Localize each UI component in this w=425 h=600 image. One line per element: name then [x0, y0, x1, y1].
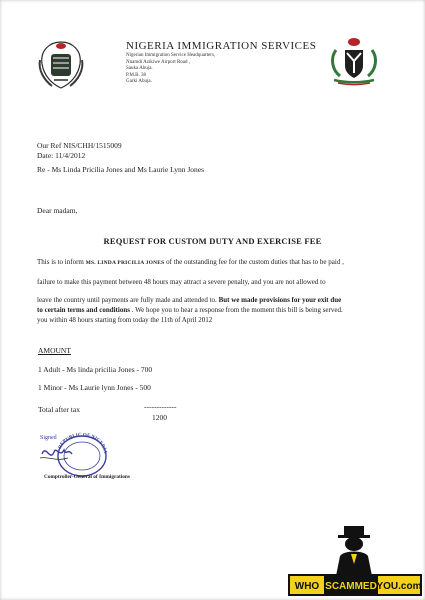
badge-scammed: SCAMMED	[325, 581, 377, 592]
address-line: Sauka Abuja.	[126, 66, 153, 72]
body-line-1	[37, 258, 344, 266]
reference-block	[37, 141, 122, 161]
letter-date: Date: 11/4/2012	[37, 151, 86, 160]
address-line: P.M.B. 38	[126, 72, 147, 78]
stamp-left-text: Signed	[40, 435, 57, 441]
organization-name: NIGERIA IMMIGRATION SERVICES	[126, 40, 317, 52]
total-label: Total after tax	[38, 405, 80, 414]
body-line-4	[37, 306, 343, 314]
total-value: 1200	[152, 413, 167, 422]
body-text: . We hope you to hear a response from the moment this bill is being served.	[129, 306, 343, 314]
amount-item: 1 Adult - Ms linda pricilia Jones - 700	[38, 365, 153, 374]
letterhead-address	[126, 53, 215, 86]
badge-you: YOU.com	[376, 581, 422, 592]
subject-line: Re - Ms Linda Pricilia Jones and Ms Laurie Lynn Jones	[37, 165, 205, 174]
body-text-bold: to certain terms and conditions	[37, 306, 130, 314]
body-text: This is to inform	[37, 258, 86, 266]
body-line-2: failure to make this payment between 48 hours may attract a severe penalty, and you are not allowed to	[37, 278, 326, 286]
stamp-top-text: REPUBLIC OF NIGERIA	[58, 432, 108, 454]
our-ref: Our Ref NIS/CHH/1515009	[37, 141, 122, 150]
official-stamp	[38, 428, 130, 486]
recipient-name: MS. LINDA PRICILIA JONES	[85, 260, 165, 266]
salutation: Dear madam,	[37, 206, 78, 215]
immigration-emblem-icon	[36, 36, 86, 92]
coat-of-arms-icon	[328, 36, 380, 86]
who-scammed-you-badge	[288, 574, 422, 596]
signature-scribble	[42, 450, 72, 455]
body-line-3	[37, 296, 341, 304]
address-line: Garki Abuja.	[126, 79, 152, 85]
address-line: Nigerian Immigration Service Headquarters,	[126, 53, 216, 58]
body-text: of the outstanding fee for the custom duties that has to be paid ,	[164, 258, 344, 266]
stamp-caption: Comptroller-General of Immigrations	[44, 474, 130, 480]
letter-heading: REQUEST FOR CUSTOM DUTY AND EXERCISE FEE	[103, 236, 322, 246]
amount-item: 1 Minor - Ms Laurie lynn Jones - 500	[38, 383, 151, 392]
amount-heading: AMOUNT	[38, 346, 71, 355]
body-text-bold: But we made provisions for your exit due	[218, 296, 342, 304]
total-separator: -------------	[144, 402, 177, 411]
badge-who: WHO	[294, 581, 320, 592]
body-line-5: you within 48 hours starting from today the 11th of April 2012	[37, 316, 213, 324]
body-text: leave the country until payments are fully made and attended to.	[37, 296, 219, 304]
spy-figure-icon	[334, 520, 374, 576]
address-line: Nnamdi Azikiwe Airport Road ,	[126, 59, 191, 65]
